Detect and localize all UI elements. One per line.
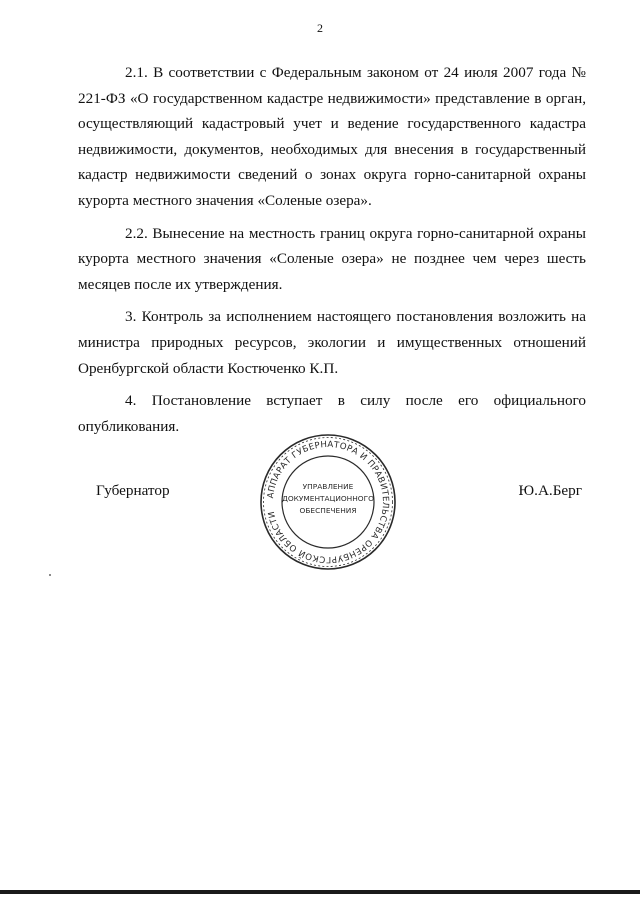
paragraph-4: 4. Постановление вступает в силу после его официального опубликования. — [78, 392, 586, 435]
seal-ring-text: АППАРАТ ГУБЕРНАТОРА И ПРАВИТЕЛЬСТВА ОРЕНБУРГСКОЙ ОБЛАСТИ — [266, 439, 391, 565]
official-seal-stamp — [258, 432, 398, 572]
seal-center-line-3: ОБЕСПЕЧЕНИЯ — [299, 506, 357, 515]
document-body — [78, 60, 586, 446]
paragraph-3: 3. Контроль за исполнением настоящего постановления возложить на министра природных ресурсов, экологии и имущественных отношений Оренбургской области Костюченко К.П. — [78, 308, 586, 377]
seal-center-line-1: УПРАВЛЕНИЕ — [302, 482, 354, 491]
seal-graphic — [258, 432, 398, 572]
signatory-title: Губернатор — [96, 482, 170, 499]
bottom-rule — [0, 890, 640, 894]
page-number: 2 — [317, 21, 323, 35]
seal-center-line-2: ДОКУМЕНТАЦИОННОГО — [282, 494, 374, 503]
signatory-name: Ю.А.Берг — [518, 482, 582, 499]
paragraph-2-1: 2.1. В соответствии с Федеральным законом от 24 июля 2007 года № 221-ФЗ «О государственном кадастре недвижимости» представление в орган, осуществляющий кадастровый учет и ведение государственного кадастра недвижимости, документов, необходимых для внесения в государственный кадастр недвижимости сведений о зонах округа горно-санитарной охраны курорта местного значения «Соленые озера». — [78, 64, 586, 209]
paragraph-2-2: 2.2. Вынесение на местность границ округа горно-санитарной охраны курорта местного значения «Соленые озера» не позднее чем через шесть месяцев после их утверждения. — [78, 224, 586, 293]
scan-speck — [49, 574, 51, 576]
